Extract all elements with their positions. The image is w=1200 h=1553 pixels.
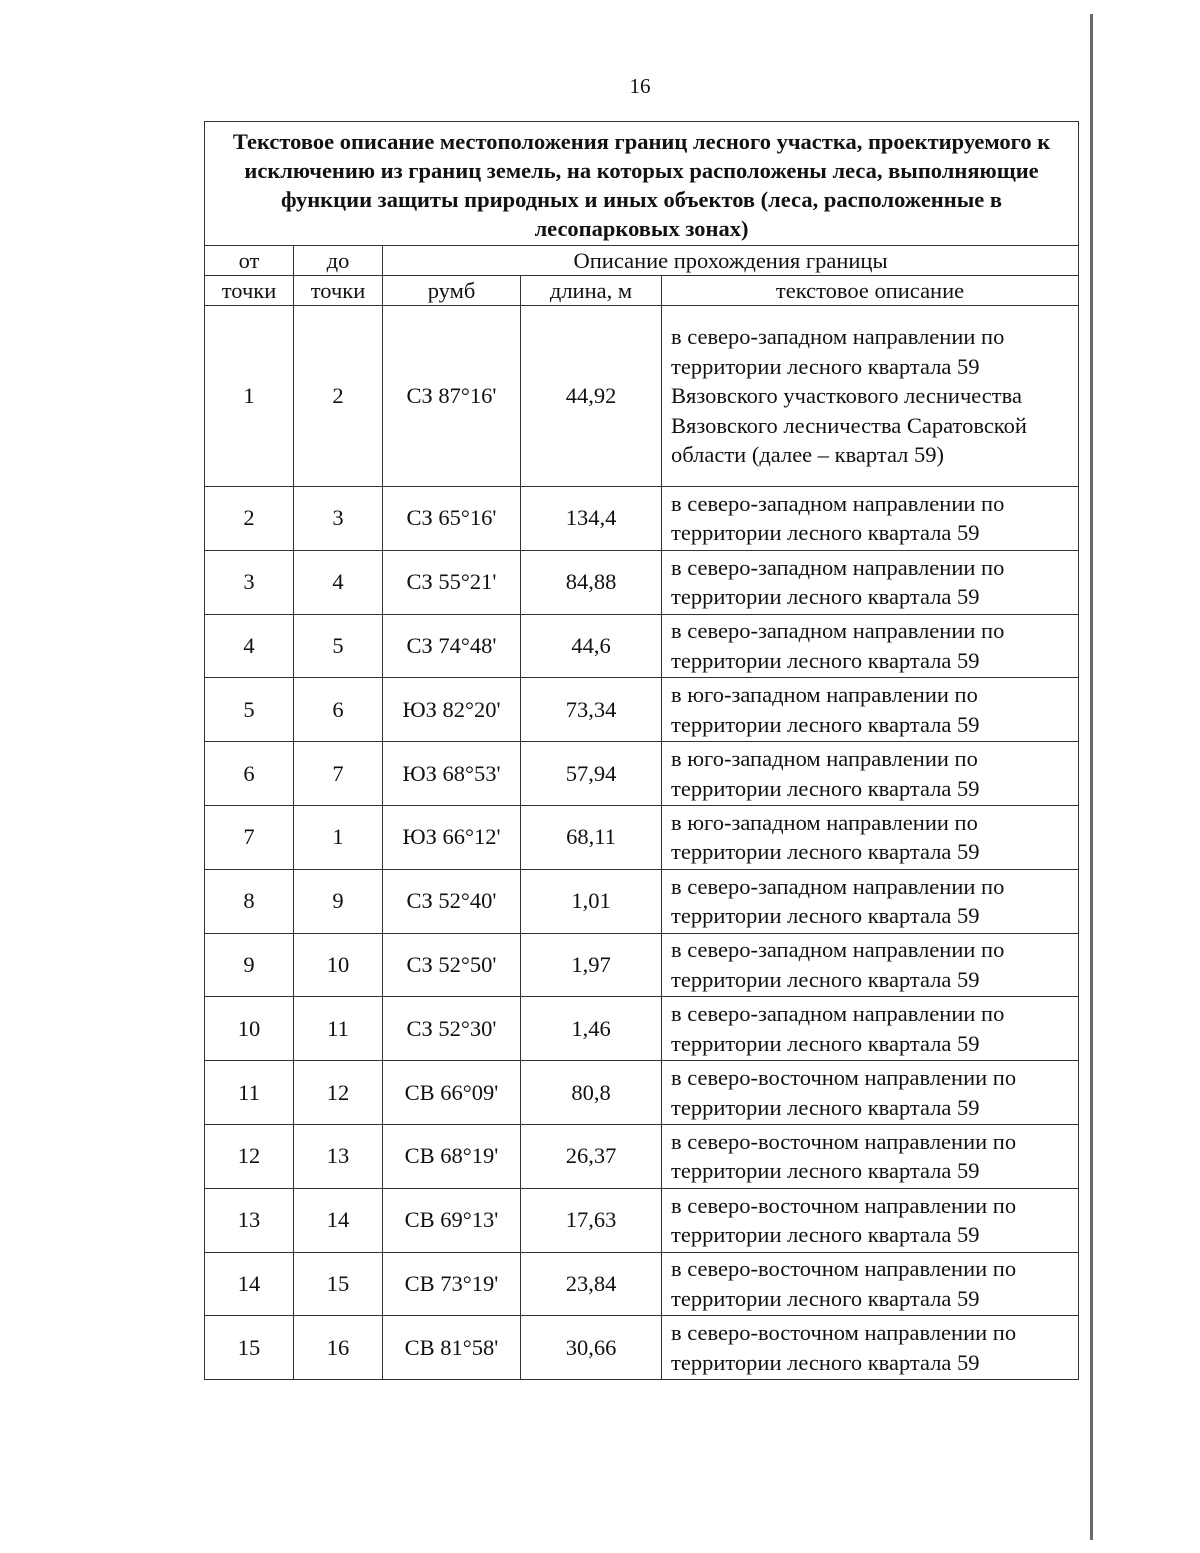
- header-rumb: румб: [383, 276, 521, 306]
- cell-description: в юго-западном направлении по территории лесного квартала 59: [662, 742, 1079, 806]
- cell-length: 68,11: [521, 805, 662, 869]
- cell-to: 6: [294, 678, 383, 742]
- cell-from: 4: [205, 614, 294, 678]
- cell-rumb: СЗ 74°48': [383, 614, 521, 678]
- cell-to: 1: [294, 805, 383, 869]
- cell-description: в северо-западном направлении по территории лесного квартала 59: [662, 487, 1079, 551]
- cell-length: 23,84: [521, 1252, 662, 1316]
- table-row: [205, 550, 1079, 614]
- cell-rumb: ЮЗ 82°20': [383, 678, 521, 742]
- cell-length: 44,92: [521, 306, 662, 487]
- header-from-top: от: [205, 246, 294, 276]
- cell-rumb: ЮЗ 66°12': [383, 805, 521, 869]
- cell-from: 5: [205, 678, 294, 742]
- page-number: 16: [629, 74, 651, 98]
- cell-length: 134,4: [521, 487, 662, 551]
- table-row: [205, 997, 1079, 1061]
- table-row: [205, 1316, 1079, 1380]
- cell-description: в юго-западном направлении по территории лесного квартала 59: [662, 678, 1079, 742]
- cell-to: 12: [294, 1061, 383, 1125]
- table-row: [205, 1252, 1079, 1316]
- cell-description: в северо-восточном направлении по территории лесного квартала 59: [662, 1124, 1079, 1188]
- cell-to: 15: [294, 1252, 383, 1316]
- table-title: Текстовое описание местоположения границ лесного участка, проектируемого к исключению из границ земель, на которых расположены леса, выполняющие функции защиты природных и иных объектов (леса, расположенные в лесопарковых зонах): [205, 122, 1079, 246]
- cell-description: в северо-восточном направлении по территории лесного квартала 59: [662, 1188, 1079, 1252]
- cell-description: в северо-западном направлении по территории лесного квартала 59: [662, 550, 1079, 614]
- cell-from: 6: [205, 742, 294, 806]
- cell-description: в северо-западном направлении по территории лесного квартала 59: [662, 997, 1079, 1061]
- cell-to: 9: [294, 869, 383, 933]
- table-row: [205, 742, 1079, 806]
- cell-to: 10: [294, 933, 383, 997]
- table-row: [205, 678, 1079, 742]
- boundary-table-container: [204, 121, 1078, 1380]
- cell-to: 7: [294, 742, 383, 806]
- cell-from: 2: [205, 487, 294, 551]
- cell-to: 2: [294, 306, 383, 487]
- cell-description: в юго-западном направлении по территории лесного квартала 59: [662, 805, 1079, 869]
- cell-to: 4: [294, 550, 383, 614]
- cell-from: 8: [205, 869, 294, 933]
- cell-length: 1,97: [521, 933, 662, 997]
- cell-to: 13: [294, 1124, 383, 1188]
- cell-description: в северо-западном направлении по территории лесного квартала 59: [662, 933, 1079, 997]
- cell-from: 14: [205, 1252, 294, 1316]
- cell-from: 7: [205, 805, 294, 869]
- cell-rumb: СЗ 52°30': [383, 997, 521, 1061]
- cell-from: 12: [205, 1124, 294, 1188]
- cell-from: 9: [205, 933, 294, 997]
- cell-rumb: ЮЗ 68°53': [383, 742, 521, 806]
- cell-from: 11: [205, 1061, 294, 1125]
- cell-to: 16: [294, 1316, 383, 1380]
- cell-description: в северо-западном направлении по территории лесного квартала 59: [662, 614, 1079, 678]
- header-text-description: текстовое описание: [662, 276, 1079, 306]
- cell-rumb: СВ 73°19': [383, 1252, 521, 1316]
- cell-description: в северо-восточном направлении по территории лесного квартала 59: [662, 1316, 1079, 1380]
- table-row: [205, 614, 1079, 678]
- cell-rumb: СВ 68°19': [383, 1124, 521, 1188]
- boundary-table: [204, 121, 1079, 1380]
- cell-rumb: СВ 66°09': [383, 1061, 521, 1125]
- cell-description: в северо-западном направлении по территории лесного квартала 59 Вязовского участкового лесничества Вязовского лесничества Саратовской области (далее – квартал 59): [662, 306, 1079, 487]
- cell-length: 17,63: [521, 1188, 662, 1252]
- table-row: [205, 306, 1079, 487]
- cell-rumb: СЗ 87°16': [383, 306, 521, 487]
- cell-description: в северо-восточном направлении по территории лесного квартала 59: [662, 1061, 1079, 1125]
- cell-rumb: СВ 69°13': [383, 1188, 521, 1252]
- cell-from: 3: [205, 550, 294, 614]
- header-to-top: до: [294, 246, 383, 276]
- cell-length: 84,88: [521, 550, 662, 614]
- cell-rumb: СЗ 52°50': [383, 933, 521, 997]
- header-length: длина, м: [521, 276, 662, 306]
- header-to-bottom: точки: [294, 276, 383, 306]
- cell-from: 1: [205, 306, 294, 487]
- cell-length: 1,46: [521, 997, 662, 1061]
- cell-to: 5: [294, 614, 383, 678]
- cell-length: 30,66: [521, 1316, 662, 1380]
- header-description-group: Описание прохождения границы: [383, 246, 1079, 276]
- table-row: [205, 1061, 1079, 1125]
- table-row: [205, 1124, 1079, 1188]
- cell-length: 26,37: [521, 1124, 662, 1188]
- table-row: [205, 1188, 1079, 1252]
- table-row: [205, 869, 1079, 933]
- cell-to: 14: [294, 1188, 383, 1252]
- cell-rumb: СВ 81°58': [383, 1316, 521, 1380]
- header-from-bottom: точки: [205, 276, 294, 306]
- cell-length: 1,01: [521, 869, 662, 933]
- cell-to: 3: [294, 487, 383, 551]
- cell-description: в северо-восточном направлении по территории лесного квартала 59: [662, 1252, 1079, 1316]
- cell-rumb: СЗ 65°16': [383, 487, 521, 551]
- table-row: [205, 805, 1079, 869]
- cell-length: 73,34: [521, 678, 662, 742]
- cell-from: 15: [205, 1316, 294, 1380]
- cell-length: 57,94: [521, 742, 662, 806]
- cell-from: 13: [205, 1188, 294, 1252]
- table-row: [205, 933, 1079, 997]
- cell-length: 44,6: [521, 614, 662, 678]
- cell-rumb: СЗ 55°21': [383, 550, 521, 614]
- cell-from: 10: [205, 997, 294, 1061]
- cell-length: 80,8: [521, 1061, 662, 1125]
- table-row: [205, 487, 1079, 551]
- cell-description: в северо-западном направлении по территории лесного квартала 59: [662, 869, 1079, 933]
- cell-rumb: СЗ 52°40': [383, 869, 521, 933]
- scan-edge-line: [1090, 14, 1093, 1540]
- cell-to: 11: [294, 997, 383, 1061]
